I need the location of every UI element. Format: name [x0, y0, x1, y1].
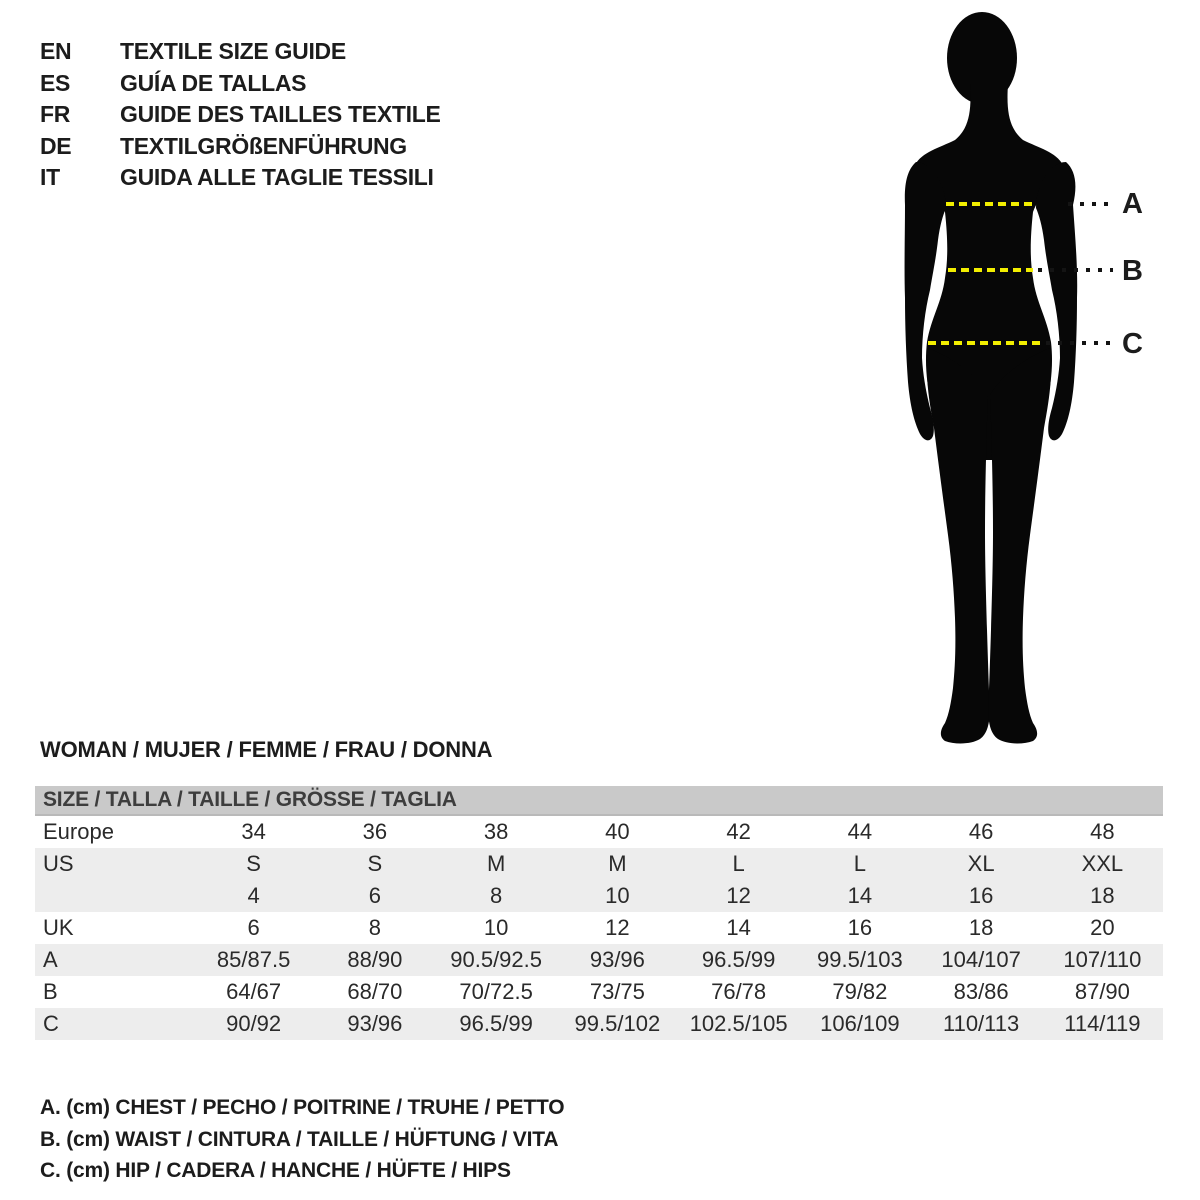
size-cell: 99.5/102 [574, 1011, 661, 1036]
size-cell: 34 [241, 819, 266, 844]
language-code: IT [40, 164, 60, 191]
size-cell: 12 [726, 883, 751, 908]
size-cell: L [853, 851, 866, 876]
size-cell: 106/109 [820, 1011, 900, 1036]
silhouette-right-leg [988, 348, 1051, 743]
size-cell: 14 [847, 883, 873, 908]
section-title: WOMAN / MUJER / FEMME / FRAU / DONNA [40, 737, 493, 762]
language-title: TEXTILE SIZE GUIDE [120, 38, 346, 65]
size-cell: S [367, 851, 383, 876]
size-cell: 114/119 [1064, 1011, 1141, 1036]
table-row [35, 944, 1163, 976]
size-cell: 87/90 [1074, 979, 1130, 1004]
language-title: TEXTILGRÖßENFÜHRUNG [120, 132, 407, 159]
size-cell: 10 [483, 915, 509, 940]
size-cell: 88/90 [347, 947, 403, 972]
row-label: A [43, 947, 58, 972]
size-cell: 18 [968, 915, 994, 940]
legend-line: C. (cm) HIP / CADERA / HANCHE / HÜFTE / HIPS [40, 1159, 511, 1182]
size-cell: 96.5/99 [459, 1011, 533, 1036]
size-cell: 6 [247, 915, 260, 940]
measurement-legend [40, 1092, 564, 1187]
size-cell: S [246, 851, 261, 876]
table-row [35, 848, 1163, 880]
table-row [35, 880, 1163, 912]
size-cell: 18 [1090, 883, 1115, 908]
size-figure-svg [860, 0, 1200, 760]
language-code: EN [40, 38, 72, 65]
size-cell: 102.5/105 [689, 1011, 788, 1036]
language-row [40, 68, 441, 100]
size-cell: 99.5/103 [817, 947, 903, 972]
size-cell: 90/92 [226, 1011, 282, 1036]
size-cell: 20 [1090, 915, 1115, 940]
language-code: DE [40, 132, 72, 159]
size-cell: 83/86 [953, 979, 1009, 1004]
language-title: GUÍA DE TALLAS [120, 69, 307, 96]
size-cell: 107/110 [1063, 947, 1142, 972]
row-label: US [43, 851, 74, 876]
size-cell: 14 [726, 915, 751, 940]
size-cell: 46 [968, 819, 994, 844]
size-cell: 8 [368, 915, 381, 940]
woman-silhouette [905, 12, 1078, 743]
size-table-header: SIZE / TALLA / TAILLE / GRÖSSE / TAGLIA [35, 786, 1163, 816]
table-row [35, 816, 1163, 848]
language-title: GUIDA ALLE TAGLIE TESSILI [120, 164, 434, 191]
size-cell: M [486, 851, 506, 876]
language-code: FR [40, 101, 71, 128]
size-cell: 70/72.5 [459, 979, 533, 1004]
measurement-label: A [1122, 188, 1143, 220]
size-cell: 10 [605, 883, 630, 908]
size-cell: 16 [968, 883, 994, 908]
measurement-label: C [1122, 328, 1143, 360]
size-cell: 93/96 [347, 1011, 403, 1036]
size-cell: 38 [483, 819, 509, 844]
row-label: C [43, 1011, 59, 1036]
size-table [35, 786, 1163, 1040]
table-row [35, 912, 1163, 944]
size-cell: 42 [726, 819, 751, 844]
size-cell: M [608, 851, 627, 876]
size-figure [860, 0, 1200, 760]
table-row [35, 976, 1163, 1008]
size-cell: 44 [847, 819, 873, 844]
language-row [40, 162, 441, 194]
silhouette-left-leg [927, 348, 990, 743]
language-row [40, 36, 441, 68]
language-row [40, 131, 441, 163]
size-cell: 12 [605, 915, 630, 940]
size-cell: 6 [368, 883, 381, 908]
row-label: B [43, 979, 58, 1004]
language-code: ES [40, 69, 71, 96]
size-cell: 48 [1090, 819, 1115, 844]
language-title: GUIDE DES TAILLES TEXTILE [120, 101, 441, 128]
legend-line: B. (cm) WAIST / CINTURA / TAILLE / HÜFTUNG / VITA [40, 1127, 559, 1151]
legend-line: A. (cm) CHEST / PECHO / POITRINE / TRUHE / PETTO [40, 1096, 565, 1119]
size-cell: 104/107 [941, 947, 1021, 972]
size-cell: 36 [362, 819, 388, 844]
size-table-rows [35, 816, 1163, 1040]
size-cell: XL [967, 851, 995, 876]
size-cell: 4 [247, 883, 260, 908]
size-cell: 16 [847, 915, 873, 940]
size-cell: 76/78 [711, 979, 767, 1004]
measurement-label: B [1122, 255, 1143, 287]
size-cell: 68/70 [347, 979, 403, 1004]
row-label: UK [43, 915, 74, 940]
size-cell: 64/67 [226, 979, 282, 1004]
language-list [40, 36, 441, 194]
size-cell: 110/113 [942, 1011, 1020, 1036]
row-label: Europe [43, 819, 114, 844]
language-row [40, 99, 441, 131]
size-cell: 40 [605, 819, 630, 844]
size-cell: 73/75 [589, 979, 645, 1004]
size-cell: L [732, 851, 745, 876]
table-row [35, 1008, 1163, 1040]
size-cell: XXL [1081, 851, 1124, 876]
size-cell: 96.5/99 [701, 947, 776, 972]
size-cell: 90.5/92.5 [450, 947, 542, 972]
size-cell: 79/82 [832, 979, 888, 1004]
size-cell: 93/96 [589, 947, 645, 972]
size-cell: 8 [490, 883, 503, 908]
size-cell: 85/87.5 [216, 947, 291, 972]
row-label [35, 880, 193, 912]
